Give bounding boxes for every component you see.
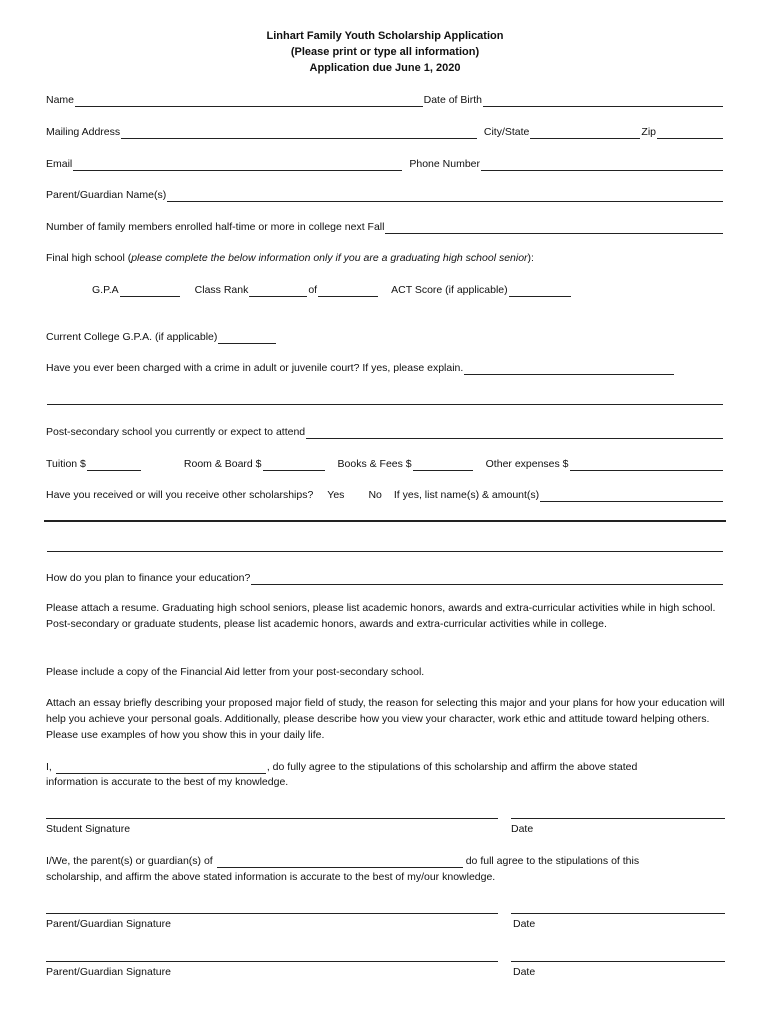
postsecondary-label: Post-secondary school you currently or expect to attend <box>46 426 306 438</box>
scholarship-names-label: If yes, list name(s) & amount(s) <box>393 489 540 501</box>
finance-label: How do you plan to finance your education? <box>46 572 251 584</box>
dob-label: Date of Birth <box>423 94 482 106</box>
act-label: ACT Score (if applicable) <box>391 284 508 296</box>
resume-instructions: Please attach a resume. Graduating high school seniors, please list academic honors, awards and extra-curricular activities while in high school. Post-secondary or graduate students, please list academic honors, awards and extra-curricular activities while in college. <box>46 602 716 630</box>
citystate-label: City/State <box>483 126 530 138</box>
crime-field[interactable] <box>464 364 674 375</box>
crime-explanation-line[interactable] <box>47 394 723 405</box>
parent-agreement-label: I/We, the parent(s) or guardian(s) of <box>46 855 213 867</box>
high-school-instructions: please complete the below information only if you are a graduating high school senior <box>131 252 528 264</box>
parent-date-label-1: Date <box>513 918 536 930</box>
citystate-field[interactable] <box>530 128 640 139</box>
student-signature-line[interactable] <box>46 818 498 819</box>
student-signature-label: Student Signature <box>46 823 131 835</box>
tuition-label: Tuition $ <box>46 458 86 470</box>
act-field[interactable] <box>509 286 571 297</box>
agreement-text-line2: information is accurate to the best of my knowledge. <box>46 776 289 788</box>
parent-agreement-text-line2: scholarship, and affirm the above stated information is accurate to the best of my/our knowledge. <box>46 871 496 883</box>
other-expenses-label: Other expenses $ <box>485 458 569 470</box>
student-name-parent-field[interactable] <box>217 857 463 868</box>
student-date-label: Date <box>511 823 534 835</box>
high-school-label: Final high school ( <box>46 252 132 264</box>
section-divider <box>44 520 726 522</box>
class-size-field[interactable] <box>318 286 378 297</box>
form-subtitle: (Please print or type all information) <box>290 46 480 58</box>
gpa-field[interactable] <box>120 286 180 297</box>
zip-field[interactable] <box>657 128 723 139</box>
scholarship-names-field[interactable] <box>540 491 723 502</box>
parent-names-field[interactable] <box>167 191 723 202</box>
parent-signature-label-1: Parent/Guardian Signature <box>46 918 171 930</box>
yes-option[interactable]: Yes <box>327 489 345 501</box>
room-board-field[interactable] <box>263 460 325 471</box>
phone-label: Phone Number <box>409 158 480 170</box>
parent-date-line-1[interactable] <box>511 913 725 914</box>
parent-signature-line-1[interactable] <box>46 913 498 914</box>
books-fees-label: Books & Fees $ <box>337 458 412 470</box>
student-name-field[interactable] <box>56 763 266 774</box>
parent-agreement-text: do full agree to the stipulations of this <box>465 855 640 867</box>
gpa-label: G.P.A <box>92 284 119 296</box>
college-gpa-label: Current College G.P.A. (if applicable) <box>46 331 218 343</box>
student-date-line[interactable] <box>511 818 725 819</box>
no-option[interactable]: No <box>368 489 382 501</box>
parent-signature-line-2[interactable] <box>46 961 498 962</box>
scholarships-question: Have you received or will you receive other scholarships? <box>46 489 314 501</box>
zip-label: Zip <box>641 126 656 138</box>
class-rank-field[interactable] <box>249 286 307 297</box>
tuition-field[interactable] <box>87 460 141 471</box>
agreement-i-label: I, <box>46 761 52 773</box>
college-gpa-field[interactable] <box>218 333 276 344</box>
finance-field[interactable] <box>251 574 723 585</box>
phone-field[interactable] <box>481 160 723 171</box>
other-expenses-field[interactable] <box>570 460 723 471</box>
name-field[interactable] <box>75 96 423 107</box>
mailing-label: Mailing Address <box>46 126 121 138</box>
email-label: Email <box>46 158 73 170</box>
high-school-label-end: ): <box>527 252 534 264</box>
room-board-label: Room & Board $ <box>183 458 262 470</box>
crime-label: Have you ever been charged with a crime in adult or juvenile court? If yes, please explain. <box>46 362 464 374</box>
essay-instructions: Attach an essay briefly describing your proposed major field of study, the reason for selecting this major and your plans for how your education will help you achieve your personal goals. Additionally, please describe how you view your character, work ethic and attitude toward helping others. Please use examples of how you show this in your daily life. <box>46 697 725 741</box>
email-field[interactable] <box>73 160 402 171</box>
agreement-text: , do fully agree to the stipulations of this scholarship and affirm the above stated <box>266 761 638 773</box>
class-rank-label: Class Rank <box>194 284 249 296</box>
form-title: Linhart Family Youth Scholarship Application <box>266 30 504 42</box>
family-college-label: Number of family members enrolled half-time or more in college next Fall <box>46 221 385 233</box>
name-label: Name <box>46 94 75 106</box>
financial-aid-instructions: Please include a copy of the Financial Aid letter from your post-secondary school. <box>46 666 425 678</box>
parent-names-label: Parent/Guardian Name(s) <box>46 189 167 201</box>
dob-field[interactable] <box>483 96 723 107</box>
parent-date-line-2[interactable] <box>511 961 725 962</box>
due-date: Application due June 1, 2020 <box>309 62 461 74</box>
books-fees-field[interactable] <box>413 460 473 471</box>
parent-signature-label-2: Parent/Guardian Signature <box>46 966 171 978</box>
postsecondary-field[interactable] <box>306 428 723 439</box>
parent-date-label-2: Date <box>513 966 536 978</box>
family-college-field[interactable] <box>385 223 723 234</box>
mailing-field[interactable] <box>121 128 477 139</box>
scholarship-details-line[interactable] <box>47 541 723 552</box>
class-rank-of-label: of <box>308 284 318 296</box>
